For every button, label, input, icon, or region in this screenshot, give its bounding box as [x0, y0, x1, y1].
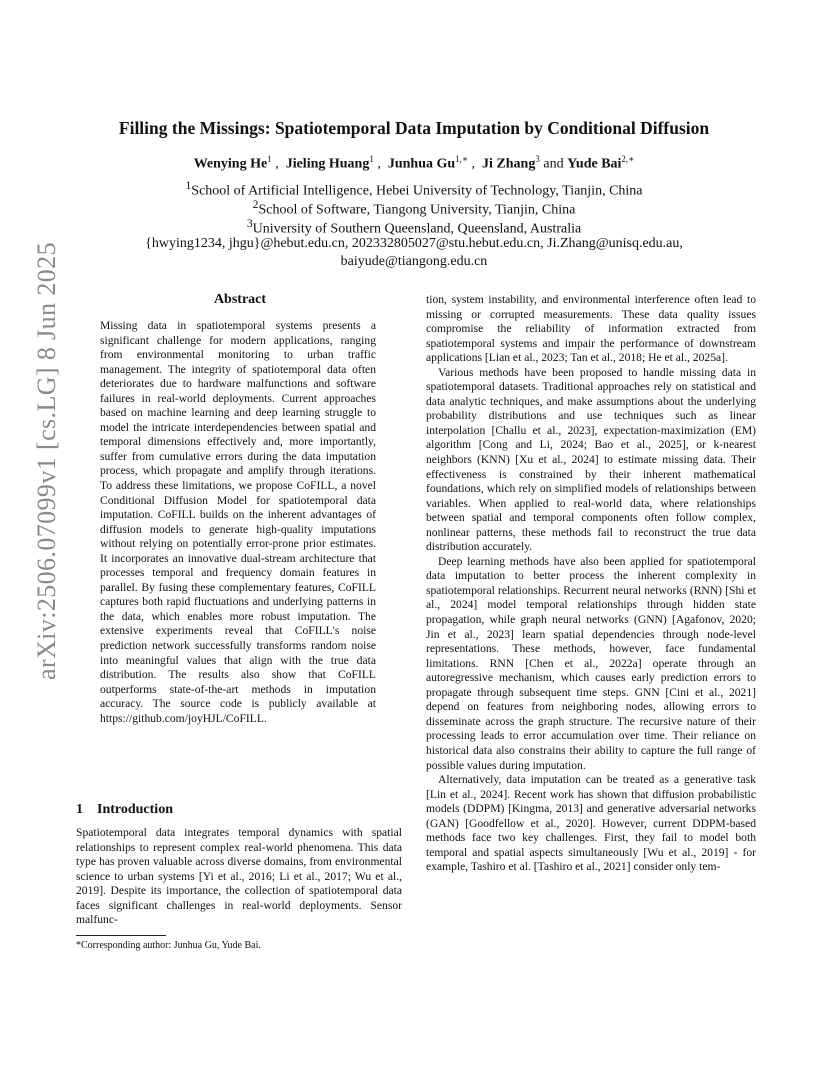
author-name: Jieling Huang	[285, 156, 370, 172]
section-heading	[76, 802, 173, 818]
author-name: Ji Zhang	[482, 156, 536, 172]
section-number: 1	[76, 802, 83, 817]
author-name: Wenying He	[193, 156, 268, 172]
affiliation-text: University of Southern Queensland, Queensland, Australia	[252, 221, 582, 237]
author-sup: 1,∗	[455, 154, 469, 164]
author-sup: 1	[267, 154, 272, 164]
author-sup: 2,∗	[621, 154, 635, 164]
author-list: Wenying He$^1$ , Jieling Huang$^1$ , Junhua $Gu^{1,∗}$ , Ji Zhang$^3$ and Yude Bai$^{2,∗}$	[193, 154, 635, 172]
author-name: Junhua Gu	[387, 156, 456, 172]
author-name: Yude Bai	[567, 156, 622, 172]
intro-left-column	[76, 826, 402, 928]
intro-paragraph: Spatiotemporal data integrates temporal dynamics with spatial relationships to represent complex real-world phenomena. This data type has proven valuable across diverse domains, from environmental science to urban systems [Yi et al., 2016; Li et al., 2017; Wu et al., 2019]. Despite its importance, the collection of spatiotemporal data faces significant challenges in real-world deployments. Sensor malfunc-	[76, 826, 402, 927]
arxiv-stamp	[14, 242, 61, 680]
affiliation-text: School of Artificial Intelligence, Hebei University of Technology, Tianjin, China	[191, 183, 643, 199]
author-sup: 3	[535, 154, 540, 164]
affiliation-sup: 2	[252, 198, 259, 211]
body-paragraph: Deep learning methods have also been applied for spatiotemporal data imputation to better process the inherent complexity in spatiotemporal relationships. Recurrent neural networks (RNN) [Shi et al., 2024] model temporal relationships through hidden state propagation, while graph neural networks (GNN) [Agafonov, 2020; Jin et al., 2023] learn spatial dependencies through node-level representations. These methods, however, face fundamental limitations. RNN [Chen et al., 2022a] operate through an autoregressive mechanism, which causes early prediction errors to propagate through subsequent time steps. GNN [Cini et al., 2021] depend on features from neighboring nodes, allowing errors to disseminate across the graph structure. The recursive nature of their processing leads to error accumulation over time. Their reliance on historical data also constrains their ability to capture the full range of possible values during imputation.	[426, 554, 756, 772]
body-paragraph: Various methods have been proposed to handle missing data in spatiotemporal datasets. Traditional approaches rely on statistical and data analytic techniques, and make assumptions about the underlying probability distributions and use techniques such as linear interpolation [Challu et al., 2023], expectation-maximization (EM) algorithm [Cong and Li, 2024; Bao et al., 2025], or k-nearest neighbors (KNN) [Xu et al., 2024] to estimate missing data. Their effectiveness is constrained by their inherent mathematical foundations, which rely on simplified models of relationships between variables. When applied to real-world data, where relationships between spatial and temporal components often follow complex, nonlinear patterns, these methods fail to reconstruct the true data distribution accurately.	[426, 365, 756, 554]
abstract-paragraph: Missing data in spatiotemporal systems presents a significant challenge for modern applications, ranging from environmental monitoring to urban traffic management. The integrity of spatiotemporal data often deteriorates due to hardware malfunctions and software failures in real-world deployments. Current approaches based on machine learning and deep learning struggle to model the intricate interdependencies between spatial and temporal dimensions effectively and, more importantly, suffer from cumulative errors during the data imputation process, which propagate and amplify through iterations. To address these limitations, we propose CoFILL, a novel Conditional Diffusion Model for spatiotemporal data imputation. CoFILL builds on the inherent advantages of diffusion models to generate high-quality imputations without relying on potentially error-prone prior estimates. It incorporates an innovative dual-stream architecture that processes temporal and frequency domain features in parallel. By fusing these complementary features, CoFILL captures both rapid fluctuations and underlying patterns in the data, which enables more robust imputation. The extensive experiments reveal that CoFILL's noise prediction network successfully transforms random noise into meaningful values that align with the true data distribution. The results also show that CoFILL outperforms state-of-the-art methods in imputation accuracy. The source code is publicly available at https://github.com/joyHJL/CoFILL.	[100, 319, 376, 725]
body-paragraph: Alternatively, data imputation can be treated as a generative task [Lin et al., 2024]. Recent work has shown that diffusion probabilistic models (DDPM) [Kingma, 2013] and generative adversarial networks (GAN) [Goodfellow et al., 2020]. However, current DDPM-based methods face two key challenges. First, they fail to model both temporal and spatial aspects simultaneously [Wu et al., 2019] - for example, Tashiro et al. [Tashiro et al., 2021] consider only tem-	[426, 773, 756, 874]
right-column	[426, 293, 756, 875]
affiliation-sup: 3	[246, 217, 253, 230]
email-line: baiyude@tiangong.edu.cn	[340, 254, 488, 269]
author-sup: 1	[369, 154, 374, 164]
footnote-rule	[76, 935, 166, 936]
email-line: {hwying1234, jhgu}@hebut.edu.cn, 202332805027@stu.hebut.edu.cn, Ji.Zhang@unisq.edu.au,	[145, 236, 683, 251]
abstract-heading: Abstract	[213, 292, 267, 307]
arxiv-stamp-text: arXiv:2506.07099v1 [cs.LG] 8 Jun 2025	[32, 242, 61, 680]
body-paragraph: tion, system instability, and environmental interference often lead to missing or corrupted measurements. These data quality issues compromise the reliability of information extracted from spatiotemporal systems and impair the performance of downstream applications [Lian et al., 2023; Tan et al., 2018; He et al., 2025a].	[426, 293, 756, 365]
affiliation-text: School of Software, Tiangong University, Tianjin, China	[258, 202, 576, 218]
abstract-body	[100, 319, 376, 726]
section-title: Introduction	[97, 802, 173, 817]
footnote: *Corresponding author: Junhua Gu, Yude Bai.	[76, 940, 261, 951]
paper-title: Filling the Missings: Spatiotemporal Data Imputation by Conditional Diffusion	[118, 118, 710, 138]
affiliation-sup: 1	[185, 179, 192, 192]
